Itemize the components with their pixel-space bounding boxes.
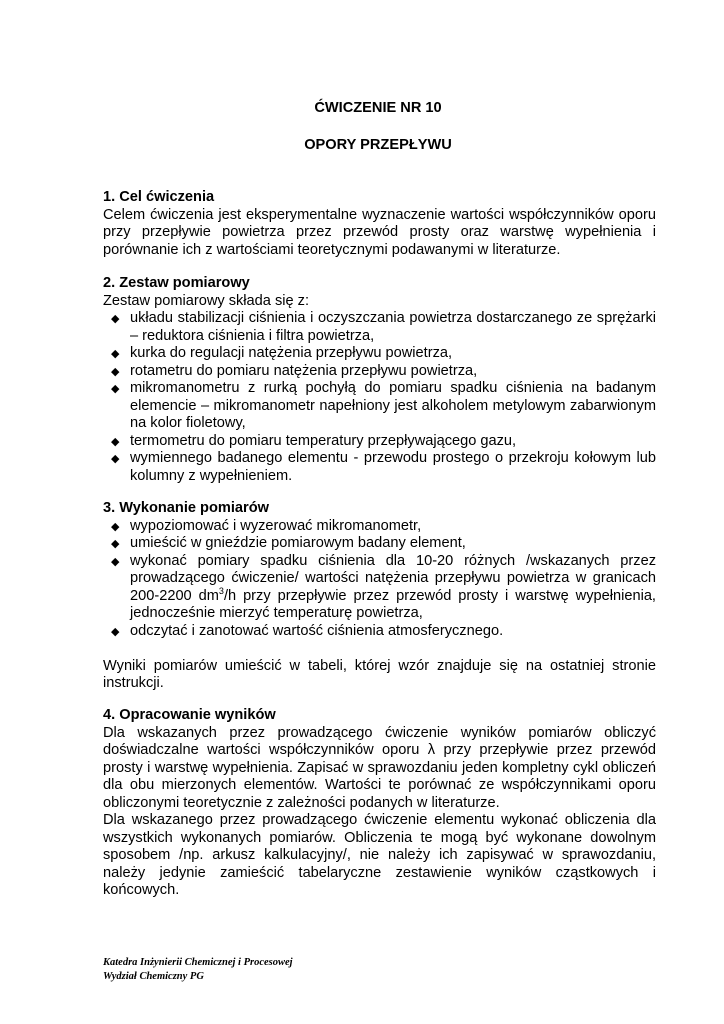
diamond-bullet-icon: ◆ — [111, 538, 120, 550]
diamond-bullet-icon: ◆ — [111, 313, 120, 325]
list-item: ◆ rotametru do pomiaru natężenia przepływu powietrza, — [103, 363, 656, 381]
list-item: ◆ umieścić w gnieździe pomiarowym badany element, — [103, 535, 656, 553]
list-item: ◆ kurka do regulacji natężenia przepływu powietrza, — [103, 345, 656, 363]
diamond-bullet-icon: ◆ — [111, 625, 120, 638]
page-subtitle: OPORY PRZEPŁYWU — [304, 137, 452, 153]
section-1-text: Celem ćwiczenia jest eksperymentalne wyznaczenie wartości współczynników oporu przy przepływie powietrza przez przewód prosty oraz warstwę wypełnienia i porównanie ich z wartościami teoretycznymi podawanymi w literaturze. — [103, 206, 656, 258]
section-3 — [103, 500, 656, 693]
diamond-bullet-icon: ◆ — [111, 365, 120, 378]
list-item: ◆ mikromanometru z rurką pochyłą do pomiaru spadku ciśnienia na badanym elemencie – mikromanometr napełniony jest alkoholem metylowym zabarwionym na kolor fioletowy, — [111, 380, 656, 431]
superscript: 3 — [218, 585, 224, 596]
footer-department: Katedra Inżynierii Chemicznej i Procesowej — [103, 957, 293, 968]
diamond-bullet-icon: ◆ — [111, 383, 120, 395]
section-2-list — [103, 310, 656, 485]
section-4-paragraph-2: Dla wskazanego przez prowadzącego ćwiczenie elementu wykonać obliczenia dla wszystkich wykonanych pomiarów. Obliczenia te mogą być wykonane dowolnym sposobem /np. arkusz kalkulacyjny/, nie należy ich zapisywać w sprawozdaniu, należy jedynie zamieścić tabelaryczne zestawienie wyników cząstkowych i końcowych. — [103, 812, 656, 898]
list-item: ◆ układu stabilizacji ciśnienia i oczyszczania powietrza dostarczanego ze sprężarki – reduktora ciśnienia i filtra powietrza, — [111, 310, 656, 344]
section-2 — [103, 275, 656, 485]
section-2-intro: Zestaw pomiarowy składa się z: — [103, 292, 310, 309]
section-3-heading: 3. Wykonanie pomiarów — [103, 500, 269, 516]
lambda-symbol: λ — [427, 742, 436, 758]
list-item: ◆ termometru do pomiaru temperatury przepływającego gazu, — [103, 433, 656, 451]
list-item: ◆ wykonać pomiary spadku ciśnienia dla 10-20 różnych /wskazanych przez prowadzącego ćwiczenie/ wartości natężenia przepływu powietrza w granicach 200-2200 $dm^3/h$ przy przepływie przez przewód prosty i warstwę wypełnienia, jednocześnie mierzyć temperaturę powietrza, — [111, 552, 656, 621]
section-1 — [103, 189, 656, 259]
footer-faculty: Wydział Chemiczny PG — [103, 970, 204, 982]
list-item: ◆ wypoziomować i wyzerować mikromanometr, — [103, 518, 656, 536]
section-1-heading: 1. Cel ćwiczenia — [103, 189, 215, 205]
section-2-heading: 2. Zestaw pomiarowy — [103, 275, 250, 291]
footer — [103, 956, 293, 983]
section-4 — [103, 707, 656, 900]
diamond-bullet-icon: ◆ — [111, 348, 120, 360]
page-title: ĆWICZENIE NR 10 — [314, 100, 442, 116]
section-3-note: Wyniki pomiarów umieścić w tabeli, której wzór znajduje się na ostatniej stronie instrukcji. — [103, 657, 656, 691]
diamond-bullet-icon: ◆ — [111, 453, 120, 465]
diamond-bullet-icon: ◆ — [111, 555, 120, 568]
section-4-heading: 4. Opracowanie wyników — [103, 707, 276, 723]
list-item: ◆ wymiennego badanego elementu - przewodu prostego o przekroju kołowym lub kolumny z wypełnieniem. — [111, 450, 656, 484]
section-4-paragraph-1: Dla wskazanych przez prowadzącego ćwiczenie wyników pomiarów obliczyć doświadczalne wartości współczynników oporu λ przy przepływie przez przewód prosty i warstwę wypełnienia. Zapisać w sprawozdaniu jeden kompletny cykl obliczeń dla obu mierzonych elementów. Wartości te porównać ze współczynnikami oporu obliczonymi teoretycznie z zależności podanych w literaturze. — [103, 724, 656, 811]
diamond-bullet-icon: ◆ — [111, 435, 120, 448]
section-3-list — [103, 518, 656, 641]
diamond-bullet-icon: ◆ — [111, 520, 120, 533]
list-item: ◆ odczytać i zanotować wartość ciśnienia atmosferycznego. — [103, 623, 656, 641]
